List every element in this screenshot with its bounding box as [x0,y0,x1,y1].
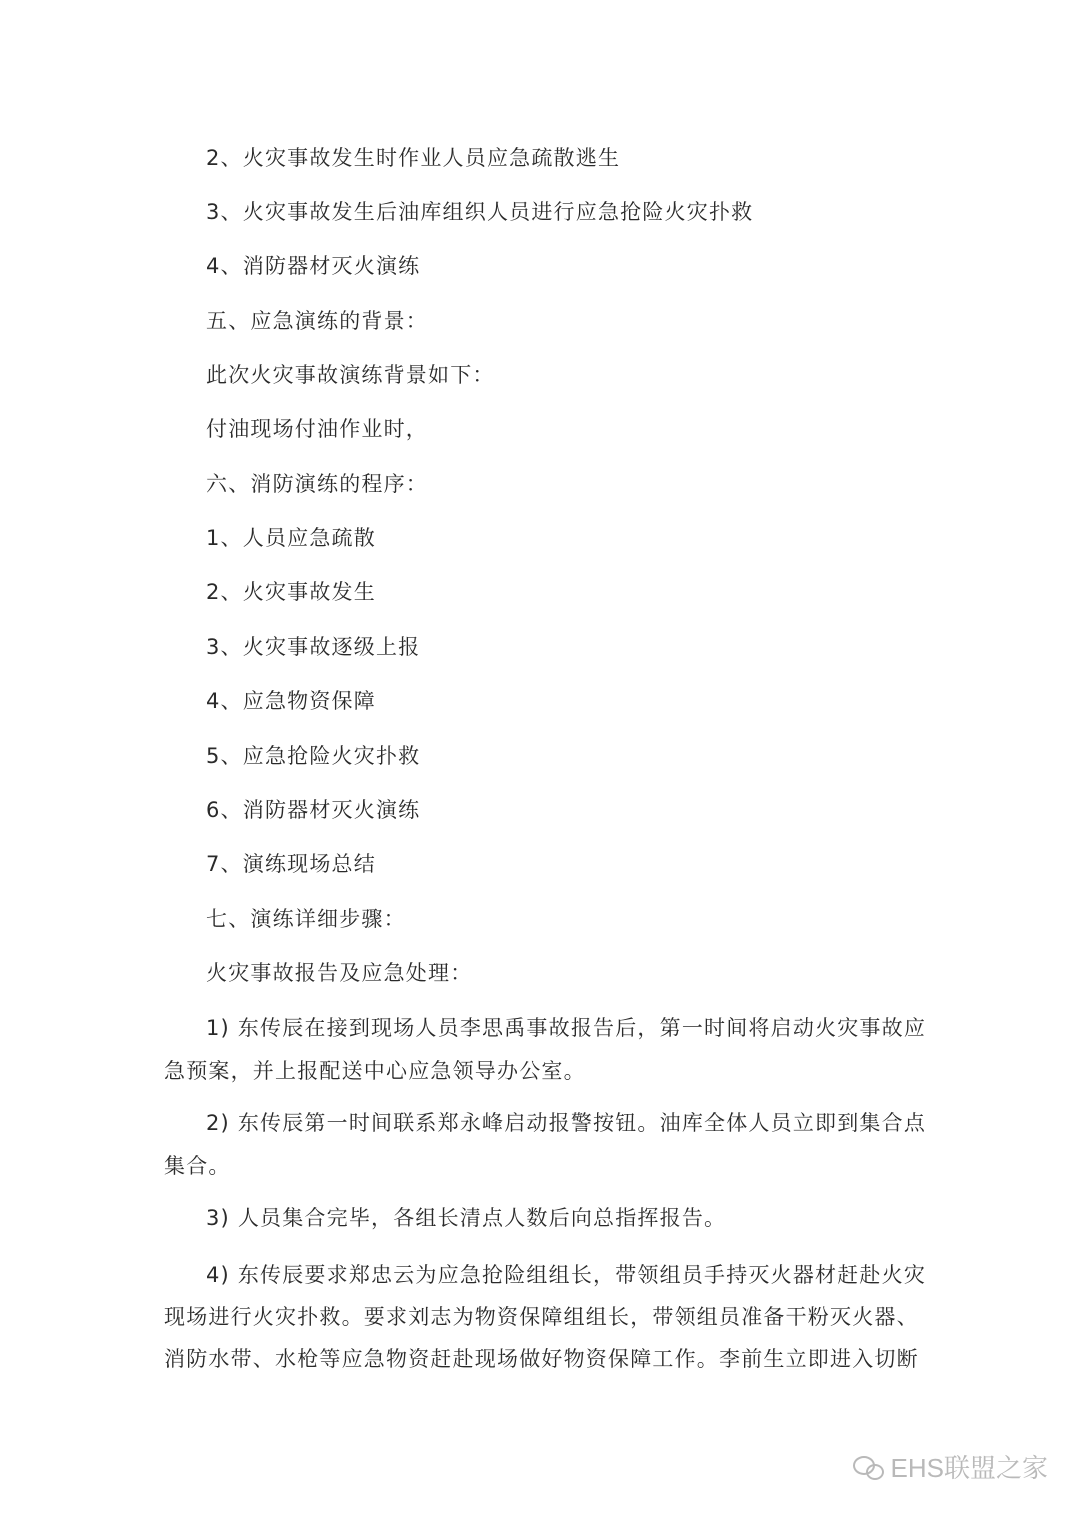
paragraph: 2) 东传辰第一时间联系郑永峰启动报警按钮。油库全体人员立即到集合点 [206,1111,927,1135]
list-item: 2、火灾事故发生时作业人员应急疏散逃生 [206,146,621,170]
paragraph: 付油现场付油作业时， [206,417,428,441]
paragraph: 现场进行火灾扑救。要求刘志为物资保障组组长，带领组员准备干粉灭火器、 [164,1305,919,1329]
paragraph: 3) 人员集合完毕，各组长清点人数后向总指挥报告。 [206,1206,727,1230]
paragraph: 1) 东传辰在接到现场人员李思禹事故报告后，第一时间将启动火灾事故应 [206,1016,927,1040]
watermark-text: EHS联盟之家 [890,1453,1048,1483]
section-heading: 五、应急演练的背景： [206,309,428,333]
paragraph: 集合。 [164,1154,231,1178]
watermark [853,1448,1048,1485]
section-heading: 七、演练详细步骤： [206,907,406,931]
section-heading: 六、消防演练的程序： [206,472,428,496]
list-item: 5、应急抢险火灾扑救 [206,744,421,768]
paragraph: 4) 东传辰要求郑忠云为应急抢险组组长，带领组员手持灭火器材赶赴火灾 [206,1263,927,1287]
paragraph: 此次火灾事故演练背景如下： [206,363,495,387]
paragraph: 急预案，并上报配送中心应急领导办公室。 [164,1059,586,1083]
list-item: 4、消防器材灭火演练 [206,254,421,278]
list-item: 4、应急物资保障 [206,689,376,713]
list-item: 3、火灾事故发生后油库组织人员进行应急抢险火灾扑救 [206,200,754,224]
list-item: 3、火灾事故逐级上报 [206,635,421,659]
list-item: 1、人员应急疏散 [206,526,376,550]
list-item: 6、消防器材灭火演练 [206,798,421,822]
wechat-icon [853,1454,883,1480]
paragraph: 火灾事故报告及应急处理： [206,961,473,985]
list-item: 7、演练现场总结 [206,852,376,876]
paragraph: 消防水带、水枪等应急物资赶赴现场做好物资保障工作。李前生立即进入切断 [164,1347,919,1371]
list-item: 2、火灾事故发生 [206,580,376,604]
